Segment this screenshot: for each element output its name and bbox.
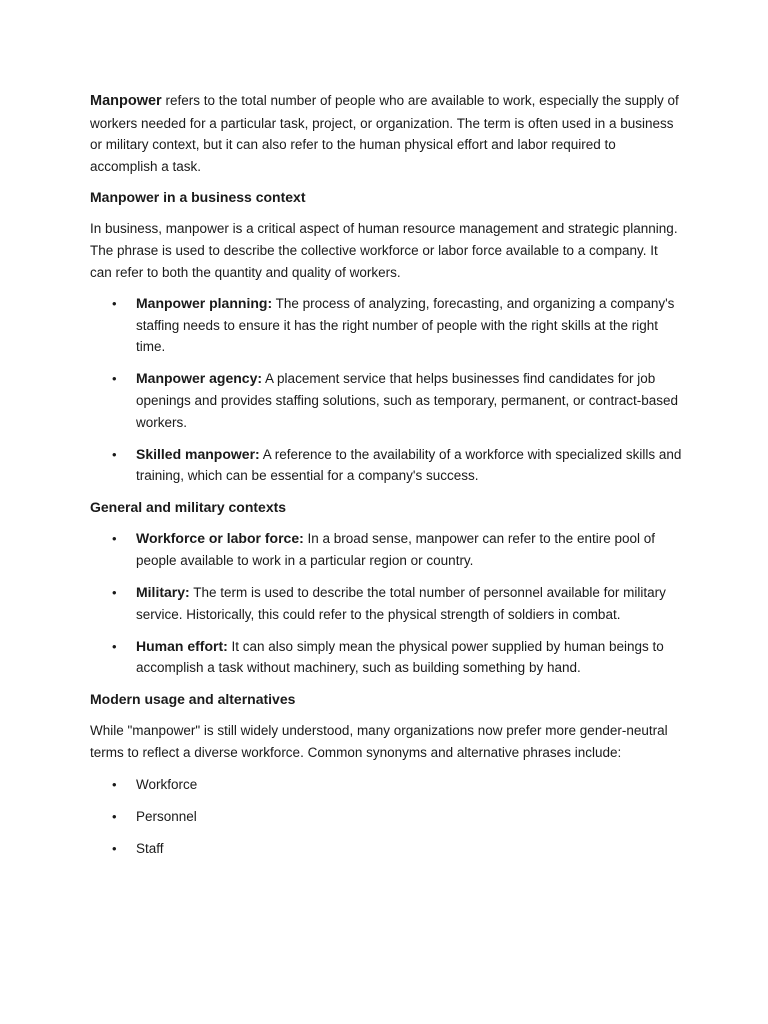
- item-term: Human effort:: [136, 637, 228, 654]
- item-text: The process of analyzing, forecasting, and organizing a company's staffing needs to ensure it has the right number of people with the right skills at the right time.: [136, 296, 675, 355]
- bullet-icon: •: [112, 840, 117, 856]
- intro-text: refers to the total number of people who are available to work, especially the supply of workers needed for a particular task, project, or organization. The term is often used in a business or military context, but it can also refer to the human physical effort and labor required to accomplish a task.: [90, 93, 679, 174]
- bullet-icon: •: [112, 296, 117, 312]
- list-item: [90, 582, 682, 625]
- intro-term: Manpower: [90, 93, 162, 109]
- list-item: [90, 806, 682, 828]
- bullet-icon: •: [112, 531, 117, 547]
- military-heading: General and military contexts: [90, 499, 287, 516]
- synonym-text: Staff: [136, 840, 164, 856]
- military-list: [90, 528, 682, 679]
- bullet-icon: •: [112, 371, 117, 387]
- list-item: [90, 293, 682, 358]
- item-term: Manpower agency:: [136, 370, 263, 387]
- list-item: [90, 636, 682, 679]
- bullet-icon: •: [112, 808, 117, 824]
- bullet-icon: •: [112, 585, 117, 601]
- synonym-text: Workforce: [136, 776, 198, 792]
- business-list: [90, 293, 682, 487]
- item-term: Manpower planning:: [136, 295, 273, 312]
- bullet-icon: •: [112, 638, 117, 654]
- list-item: [90, 444, 682, 487]
- list-item: [90, 368, 682, 433]
- document-page: [90, 90, 682, 870]
- intro-paragraph: [90, 90, 682, 177]
- item-term: Skilled manpower:: [136, 445, 260, 462]
- modern-heading: Modern usage and alternatives: [90, 691, 296, 708]
- item-term: Military:: [136, 584, 190, 601]
- list-item: [90, 528, 682, 571]
- item-text: The term is used to describe the total number of personnel available for military service. Historically, this could refer to the physical strength of soldiers in combat.: [136, 585, 666, 622]
- synonym-text: Personnel: [136, 808, 197, 824]
- synonym-list: [90, 774, 682, 860]
- item-text: A placement service that helps businesses find candidates for job openings and provides staffing solutions, such as temporary, permanent, or contract-based workers.: [136, 371, 679, 430]
- item-text: It can also simply mean the physical power supplied by human beings to accomplish a task without machinery, such as building something by hand.: [136, 638, 664, 676]
- modern-paragraph: While "manpower" is still widely understood, many organizations now prefer more gender-neutral terms to reflect a diverse workforce. Common synonyms and alternative phrases include:: [90, 723, 668, 761]
- item-text: A reference to the availability of a workforce with specialized skills and training, which can be essential for a company's success.: [136, 446, 682, 484]
- item-term: Workforce or labor force:: [136, 530, 304, 547]
- business-paragraph: In business, manpower is a critical aspect of human resource management and strategic planning. The phrase is used to describe the collective workforce or labor force available to a company. It can refer to both the quantity and quality of workers.: [90, 221, 678, 280]
- list-item: [90, 838, 682, 860]
- list-item: [90, 774, 682, 796]
- bullet-icon: •: [112, 776, 117, 792]
- item-text: In a broad sense, manpower can refer to the entire pool of people available to work in a particular region or country.: [136, 531, 655, 568]
- business-heading: Manpower in a business context: [90, 189, 306, 206]
- bullet-icon: •: [112, 446, 117, 462]
